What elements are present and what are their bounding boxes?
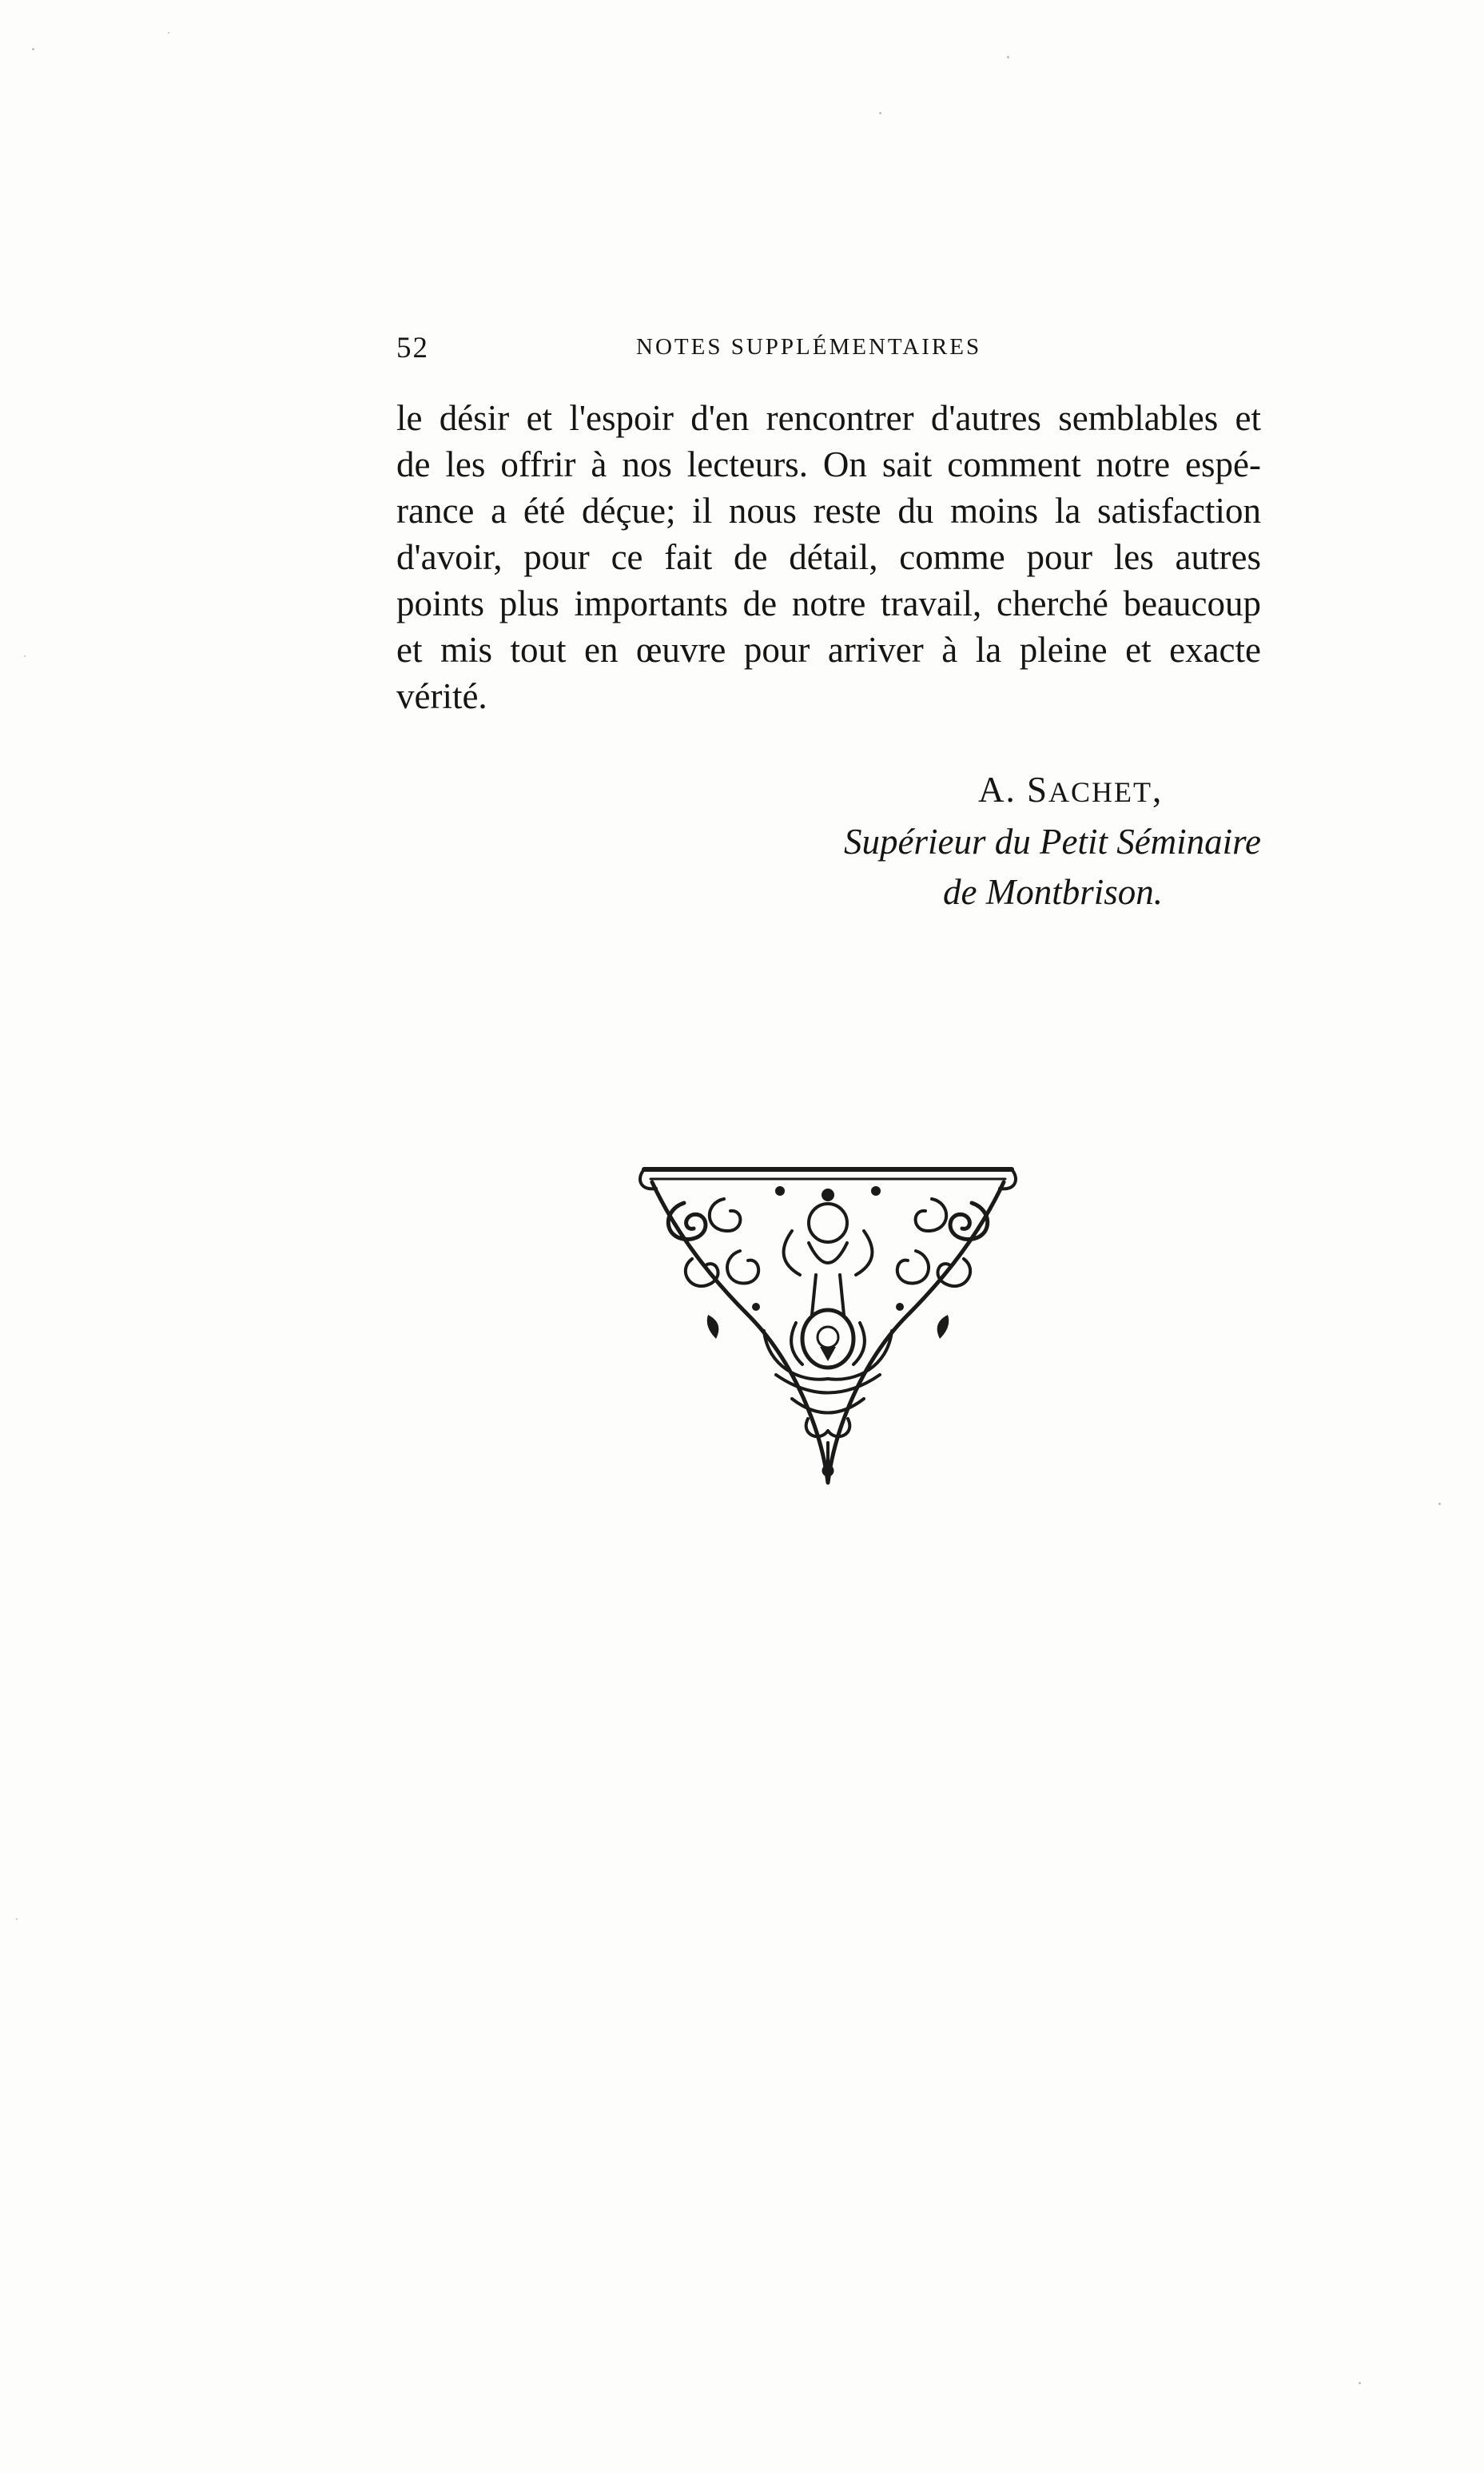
signature-comma: , <box>1152 770 1164 810</box>
body-line: rance a été déçue; il nous reste du moins la satisfaction <box>396 491 1261 531</box>
signature-surname: ACHET <box>1048 776 1153 808</box>
page-header <box>396 331 1261 371</box>
body-paragraph <box>396 395 1261 719</box>
paper-speck <box>16 1918 18 1920</box>
paper-speck <box>1438 1503 1441 1505</box>
signature-initial: A. S <box>978 770 1049 810</box>
paper-speck <box>879 112 881 114</box>
body-line: et mis tout en œuvre pour arriver à la pleine et exacte <box>396 630 1261 670</box>
running-head: NOTES SUPPLÉMENTAIRES <box>636 334 982 360</box>
body-line: d'avoir, pour ce fait de détail, comme pour les autres <box>396 537 1261 577</box>
body-line: vérité. <box>396 676 487 716</box>
signature-title: Supérieur du Petit Séminaire <box>844 822 1261 862</box>
ornamental-cul-de-lampe-icon <box>628 1155 1028 1491</box>
paper-speck <box>32 48 34 50</box>
paper-speck <box>24 655 26 657</box>
body-line: le désir et l'espoir d'en rencontrer d'autres semblables et <box>396 398 1261 438</box>
paper-speck <box>1359 2382 1361 2384</box>
body-line: de les offrir à nos lecteurs. On sait comment notre espé- <box>396 444 1261 484</box>
signature-place: de Montbrison. <box>943 872 1163 912</box>
signature-name <box>978 766 1163 817</box>
paper-speck <box>1007 56 1009 58</box>
page-number: 52 <box>396 332 429 364</box>
body-line: points plus importants de notre travail, cherché beaucoup <box>396 583 1261 623</box>
paper-speck <box>168 32 169 34</box>
